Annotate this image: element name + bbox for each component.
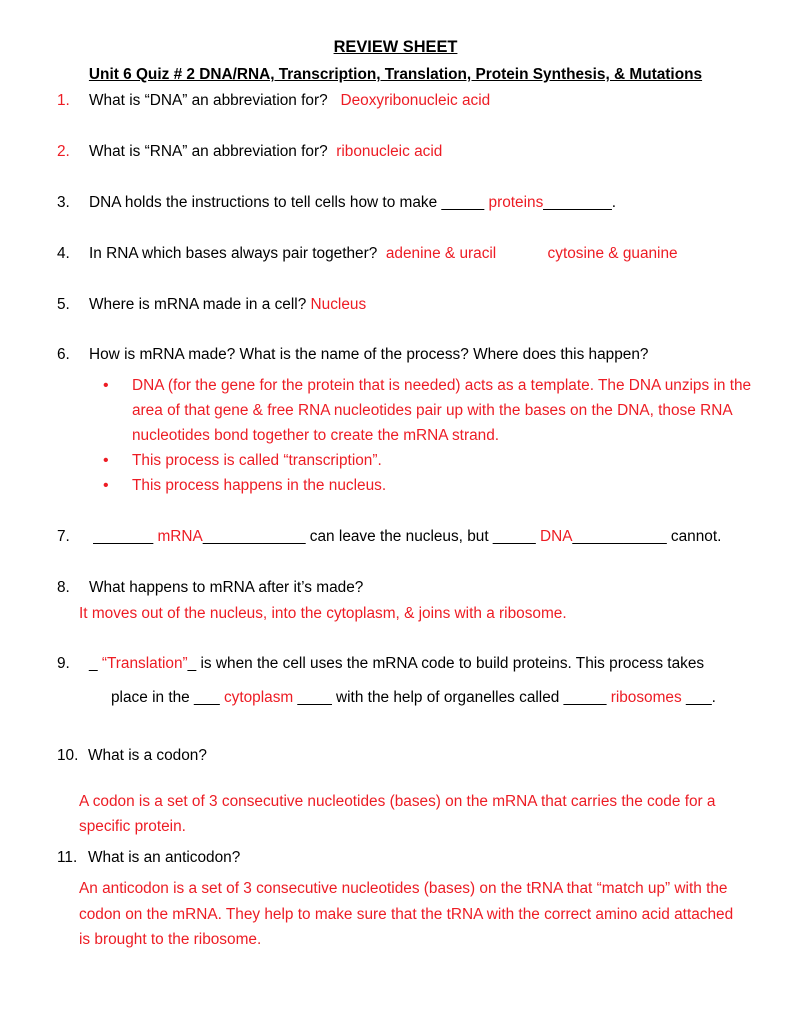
question-4-answer-1: adenine & uracil bbox=[385, 245, 497, 262]
question-2-number: 2. bbox=[57, 143, 70, 160]
question-4 bbox=[57, 246, 777, 261]
question-8-answer: It moves out of the nucleus, into the cytoplasm, & joins with a ribosome. bbox=[79, 605, 567, 622]
question-9-number: 9. bbox=[57, 655, 70, 672]
question-3-blank-1: _____ bbox=[441, 194, 489, 211]
question-6-bullet-3: This process happens in the nucleus. bbox=[132, 477, 387, 494]
question-7-middle: can leave the nucleus, but bbox=[305, 528, 493, 545]
question-3-answer: proteins bbox=[488, 194, 544, 211]
question-3-blank-2: ________ bbox=[543, 194, 612, 211]
question-2-prompt: What is “RNA” an abbreviation for? bbox=[89, 143, 328, 160]
question-10-prompt: What is a codon? bbox=[88, 747, 207, 764]
question-6-number: 6. bbox=[57, 346, 70, 363]
question-1-answer: Deoxyribonucleic acid bbox=[340, 92, 491, 109]
question-9 bbox=[57, 656, 777, 671]
question-2-body bbox=[89, 144, 757, 159]
question-1-body bbox=[89, 93, 757, 108]
list-item bbox=[103, 373, 763, 448]
question-3-prompt-part1: DNA holds the instructions to tell cells how to make bbox=[89, 194, 442, 211]
bullet-icon: • bbox=[103, 477, 109, 494]
question-9-line2-part3: ___. bbox=[681, 689, 716, 706]
question-8-prompt: What happens to mRNA after it’s made? bbox=[89, 579, 364, 596]
question-1 bbox=[57, 93, 757, 108]
question-9-line2-part2: ____ with the help of organelles called _____ bbox=[293, 689, 611, 706]
bullet-icon: • bbox=[103, 452, 109, 469]
question-7-tail: cannot. bbox=[666, 528, 722, 545]
question-7-blank-2: ____________ bbox=[202, 528, 306, 545]
question-9-line-2 bbox=[111, 690, 716, 705]
question-7-blank-1: _______ bbox=[93, 528, 158, 545]
question-4-prompt: In RNA which bases always pair together? bbox=[89, 245, 378, 262]
page-subtitle-text: Unit 6 Quiz # 2 DNA/RNA, Transcription, Translation, Protein Synthesis, & Mutations bbox=[88, 66, 703, 83]
question-6-bullet-2: This process is called “transcription”. bbox=[132, 452, 382, 469]
question-5-body bbox=[89, 297, 757, 312]
question-11-prompt: What is an anticodon? bbox=[88, 849, 241, 866]
question-10 bbox=[57, 748, 767, 763]
question-7-blank-3: _____ bbox=[492, 528, 540, 545]
question-11 bbox=[57, 850, 767, 865]
question-3-prompt-part2: . bbox=[611, 194, 617, 211]
question-8 bbox=[57, 580, 767, 595]
question-9-answer-3: ribosomes bbox=[610, 689, 682, 706]
question-9-line-1 bbox=[89, 656, 777, 671]
question-1-prompt: What is “DNA” an abbreviation for? bbox=[89, 92, 328, 109]
question-7-body bbox=[89, 529, 787, 544]
question-3 bbox=[57, 195, 767, 210]
question-4-answer-2: cytosine & guanine bbox=[547, 245, 678, 262]
question-7 bbox=[57, 529, 787, 544]
question-5-number: 5. bbox=[57, 296, 70, 313]
question-11-number: 11. bbox=[57, 849, 78, 866]
question-7-answer-2: DNA bbox=[540, 528, 573, 545]
question-1-number: 1. bbox=[57, 92, 70, 109]
question-5 bbox=[57, 297, 757, 312]
question-2 bbox=[57, 144, 757, 159]
page-title bbox=[0, 39, 791, 55]
question-4-number: 4. bbox=[57, 245, 70, 262]
question-6-bullet-list bbox=[103, 373, 763, 498]
page-title-text: REVIEW SHEET bbox=[333, 38, 458, 56]
list-item bbox=[103, 448, 763, 473]
question-3-number: 3. bbox=[57, 194, 70, 211]
question-6-bullet-1: DNA (for the gene for the protein that is needed) acts as a template. The DNA unzips in the area of that gene & free RNA nucleotides pair up with the bases on the DNA, those RNA nucleotides bond together to create the mRNA strand. bbox=[132, 377, 756, 444]
question-7-blank-4: ___________ bbox=[572, 528, 667, 545]
question-7-answer-1: mRNA bbox=[157, 528, 203, 545]
question-6-prompt: How is mRNA made? What is the name of the process? Where does this happen? bbox=[89, 346, 649, 363]
page-subtitle bbox=[0, 67, 791, 82]
question-10-answer: A codon is a set of 3 consecutive nucleotides (bases) on the mRNA that carries the code for a specific protein. bbox=[79, 793, 720, 835]
question-8-number: 8. bbox=[57, 579, 70, 596]
question-4-body bbox=[89, 246, 777, 261]
question-9-answer-2: cytoplasm bbox=[223, 689, 294, 706]
question-5-prompt: Where is mRNA made in a cell? bbox=[89, 296, 307, 313]
question-11-answer: An anticodon is a set of 3 consecutive nucleotides (bases) on the tRNA that “match up” with the codon on the mRNA. They help to make sure that the tRNA with the correct amino acid attached is brought to the ribosome. bbox=[79, 880, 738, 948]
question-3-body bbox=[89, 195, 767, 210]
question-9-line2-part1: place in the ___ bbox=[111, 689, 224, 706]
question-6 bbox=[57, 347, 777, 362]
question-2-answer: ribonucleic acid bbox=[336, 143, 443, 160]
list-item bbox=[103, 473, 763, 498]
question-9-after-1: _ is when the cell uses the mRNA code to build proteins. This process takes bbox=[187, 655, 705, 672]
question-9-answer-1: “Translation” bbox=[101, 655, 188, 672]
question-9-lead-blank: _ bbox=[89, 655, 102, 672]
question-7-number: 7. bbox=[57, 528, 70, 545]
bullet-icon: • bbox=[103, 377, 109, 394]
question-10-number: 10. bbox=[57, 747, 79, 764]
question-5-answer: Nucleus bbox=[310, 296, 367, 313]
